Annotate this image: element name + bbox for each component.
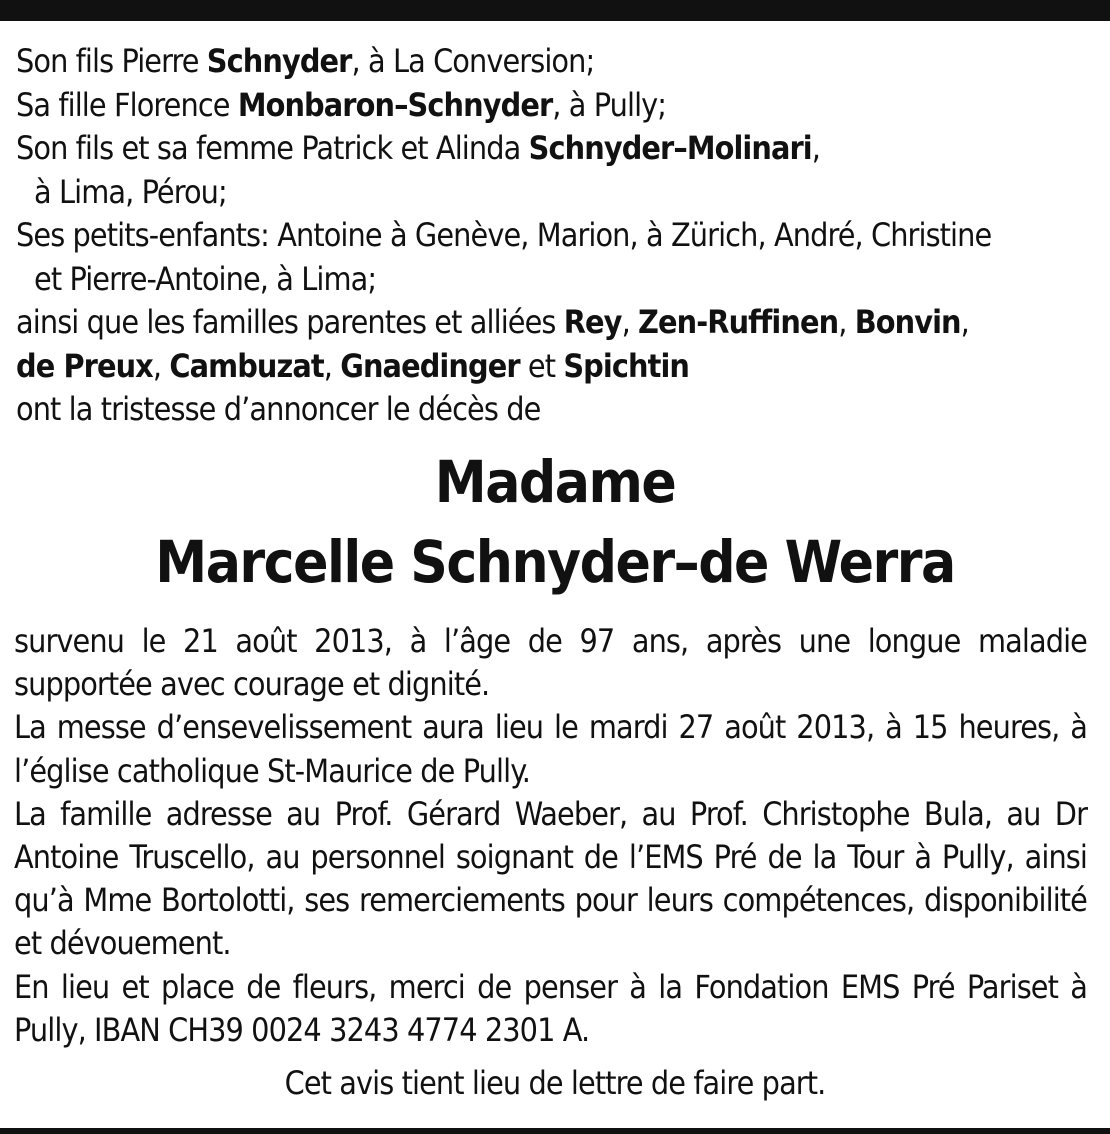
family-name: Gnaedinger xyxy=(340,346,520,385)
family-line-1 xyxy=(16,40,1096,84)
family-line-7: ainsi que les familles parentes et alliées Rey, Zen-Ruffinen, Bonvin, xyxy=(16,303,969,341)
text: , xyxy=(811,129,821,167)
paragraph-funeral: La messe d’ensevelissement aura lieu le mardi 27 août 2013, à 15 heures, à l’église catholique St-Maurice de Pully. xyxy=(14,708,1087,790)
deceased-title: Madame xyxy=(434,448,676,516)
text: ainsi que les familles parentes et alliées xyxy=(16,303,564,341)
text: et xyxy=(519,346,564,385)
family-name: Schnyder xyxy=(206,42,352,80)
text: Sa fille Florence xyxy=(16,85,238,124)
text: Son fils Pierre xyxy=(16,42,207,80)
family-name: Spichtin xyxy=(563,346,690,385)
top-rule xyxy=(0,0,1110,21)
family-name: Schnyder–Molinari xyxy=(528,129,812,167)
family-list xyxy=(16,40,1096,432)
family-line-9: ont la tristesse d’annoncer le décès de xyxy=(16,390,541,428)
text: , à La Conversion; xyxy=(351,42,595,80)
family-line-4: à Lima, Pérou; xyxy=(34,172,227,211)
deceased-name: Marcelle Schnyder–de Werra xyxy=(155,528,955,596)
family-line-3 xyxy=(16,127,1096,171)
paragraph-donation: En lieu et place de fleurs, merci de penser à la Fondation EMS Pré Pariset à Pully, IBAN CH39 0024 3243 4774 2301 A. xyxy=(14,967,1087,1049)
family-line-6: et Pierre-Antoine, à Lima; xyxy=(34,259,377,298)
family-name: Rey xyxy=(563,303,622,341)
family-line-5: Ses petits-enfants: Antoine à Genève, Marion, à Zürich, André, Christine xyxy=(16,216,992,254)
family-name: Cambuzat xyxy=(169,346,324,385)
family-name: Zen-Ruffinen xyxy=(638,303,839,341)
family-line-2 xyxy=(16,84,1096,128)
family-name: Bonvin xyxy=(854,303,961,341)
family-line-8: de Preux, Cambuzat, Gnaedinger et Spichtin xyxy=(16,346,690,385)
text: Son fils et sa femme Patrick et Alinda xyxy=(16,129,529,167)
family-name: de Preux xyxy=(16,346,153,385)
closing-line: Cet avis tient lieu de lettre de faire part. xyxy=(284,1064,826,1102)
paragraph-death: survenu le 21 août 2013, à l’âge de 97 ans, après une longue maladie supportée avec courage et dignité. xyxy=(14,622,1087,704)
paragraph-thanks: La famille adresse au Prof. Gérard Waeber, au Prof. Christophe Bula, au Dr Antoine Truscello, au personnel soignant de l’EMS Pré de la Tour à Pully, ainsi qu’à Mme Bortolotti, ses remerciements pour leurs compétences, disponibilité et dévouement. xyxy=(14,794,1087,963)
family-name: Monbaron–Schnyder xyxy=(237,85,553,124)
text: , à Pully; xyxy=(552,85,667,124)
announcement-body xyxy=(14,620,1087,1052)
bottom-rule xyxy=(0,1128,1110,1134)
